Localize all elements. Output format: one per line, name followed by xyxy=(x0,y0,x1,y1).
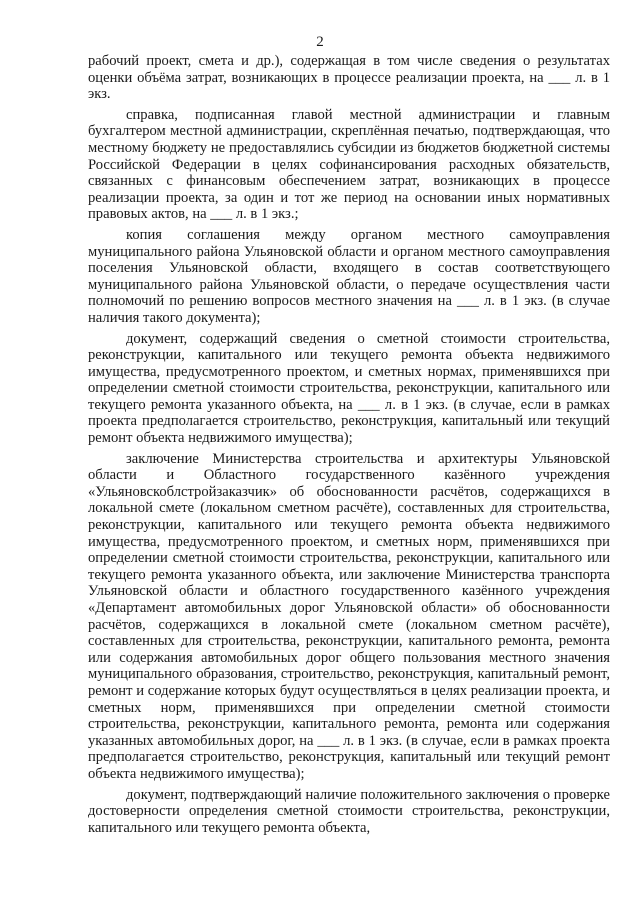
paragraph-verification-document: документ, подтверждающий наличие положительного заключения о проверке достоверности определения сметной стоимости строительства, реконструкции, капитального или текущего ремонта объекта, xyxy=(88,786,610,836)
page-number: 2 xyxy=(316,34,324,50)
document-body xyxy=(88,53,610,840)
paragraph-ministry-conclusion: заключение Министерства строительства и архитектуры Ульяновской области и Областного государственного казённого учреждения «Ульяновскоблстройзаказчик» об обоснованности расчётов, содержащихся в локальной смете (локальном сметном расчёте), составленных для строительства, реконструкции, капитального или текущего ремонта объекта недвижимого имущества, предусмотренного проектом, и сметных норм, применявшихся при определении сметной стоимости строительства, реконструкции, капитального или текущего ремонта указанного объекта, или заключение Министерства транспорта Ульяновской области и областного государственного казённого учреждения «Департамент автомобильных дорог Ульяновской области» об обоснованности расчётов, содержащихся в локальной смете (локальном сметном расчёте), составленных для строительства, реконструкции, капитального ремонта, ремонта или содержания автомобильных дорог общего пользования местного значения муниципального образования, строительство, реконструкция, капитальный ремонт, ремонт и содержание которых будут осуществляться в целях реализации проекта, и сметных норм, применявшихся при определении сметной стоимости строительства, реконструкции, капитального ремонта, ремонта или содержания указанных автомобильных дорог, на ___ л. в 1 экз. (в случае, если в рамках проекта предполагается строительство, реконструкция, капитальный или текущий ремонт объекта недвижимого имущества); xyxy=(88,450,610,782)
paragraph-estimate-document: документ, содержащий сведения о сметной стоимости строительства, реконструкции, капитального или текущего ремонта объекта недвижимого имущества, предусмотренного проектом, и сметных нормах, применявшихся при определении сметной стоимости строительства, реконструкции, капитального или текущего ремонта указанного объекта, на ___ л. в 1 экз. (в случае, если в рамках проекта предполагается строительство, реконструкция, капитальный или текущий ремонт объекта недвижимого имущества); xyxy=(88,330,610,447)
paragraph-certificate: справка, подписанная главой местной администрации и главным бухгалтером местной администрации, скреплённая печатью, подтверждающая, что местному бюджету не предоставлялись субсидии из бюджетов бюджетной системы Российской Федерации в целях софинансирования расходных обязательств, связанных с финансовым обеспечением затрат, возникающих в процессе реализации проекта, за один и тот же период на основании иных нормативных правовых актов, на ___ л. в 1 экз.; xyxy=(88,106,610,223)
paragraph-continuation: рабочий проект, смета и др.), содержащая в том числе сведения о результатах оценки объёма затрат, возникающих в процессе реализации проекта, на ___ л. в 1 экз. xyxy=(88,53,610,103)
paragraph-agreement-copy: копия соглашения между органом местного самоуправления муниципального района Ульяновской области и органом местного самоуправления поселения Ульяновской области, входящего в состав соответствующего муниципального района Ульяновской области, о передаче осуществления части полномочий по решению вопросов местного значения на ___ л. в 1 экз. (в случае наличия такого документа); xyxy=(88,226,610,326)
